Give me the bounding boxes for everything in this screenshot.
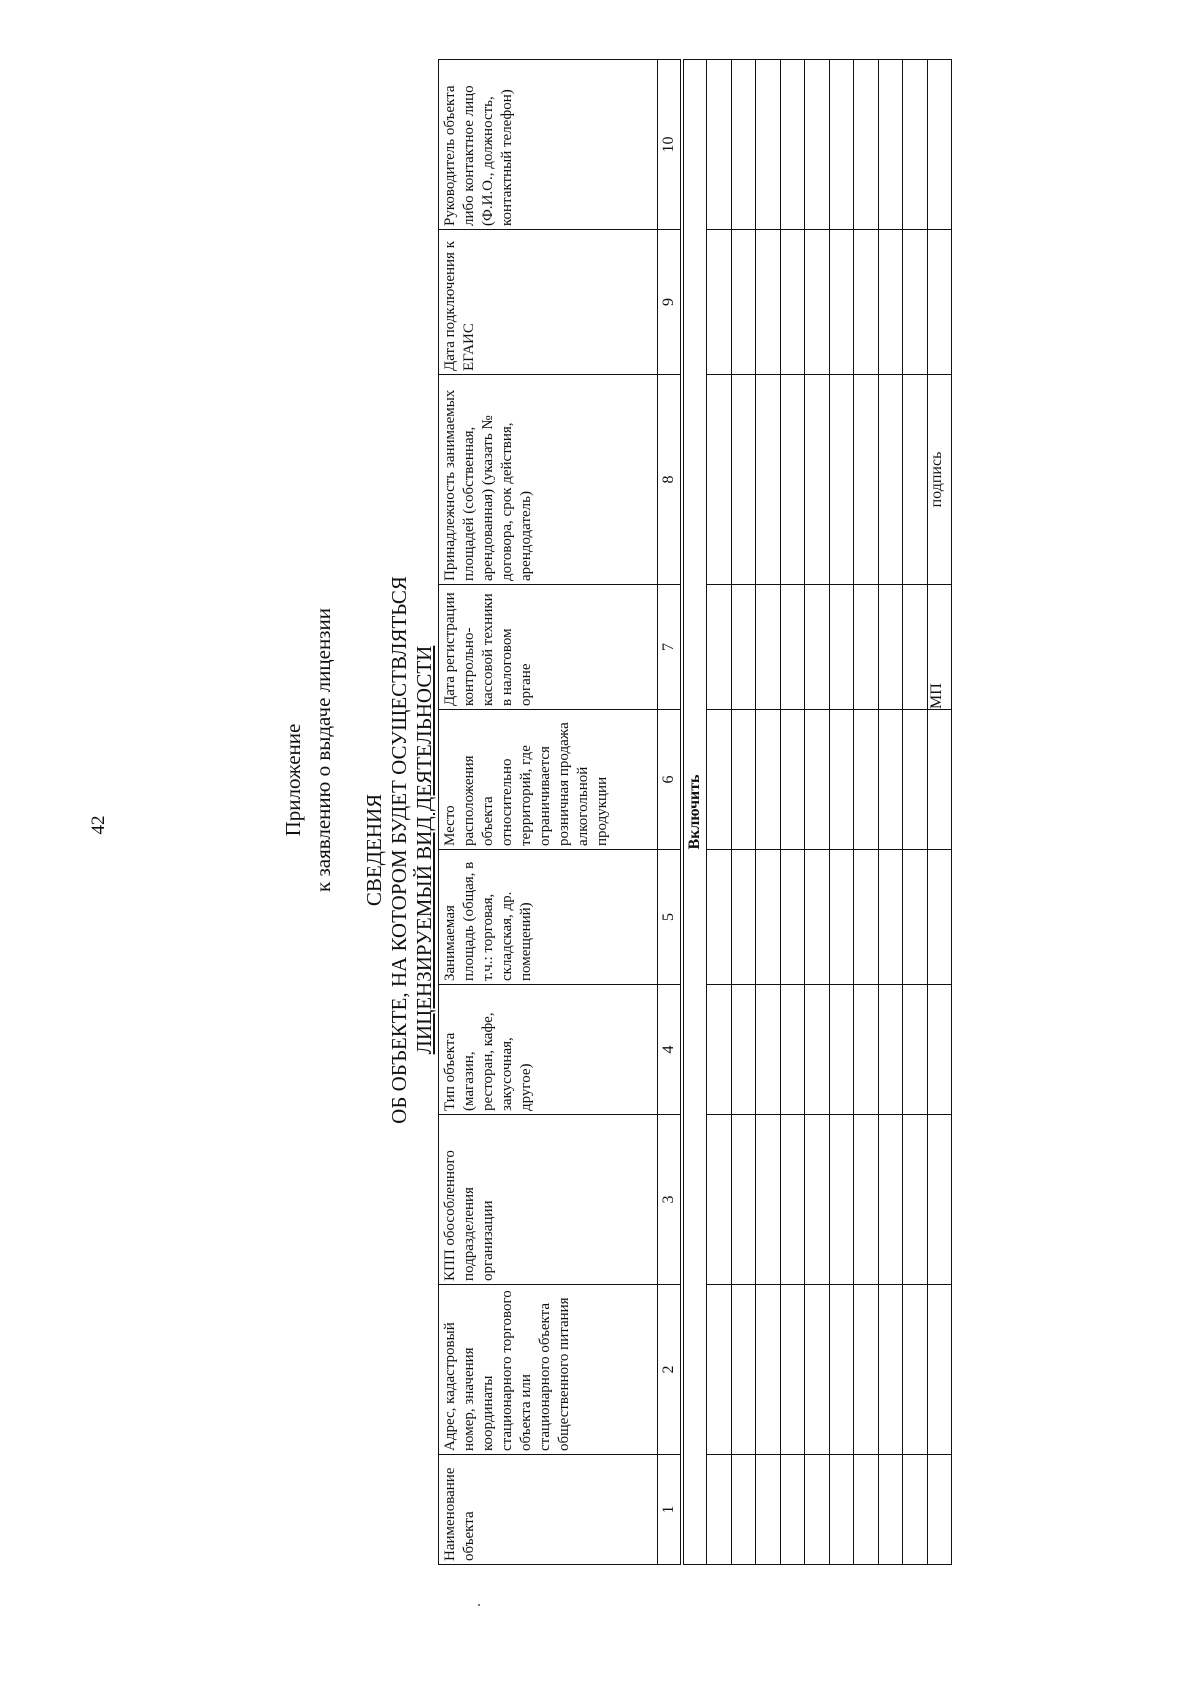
table-cell[interactable] — [829, 230, 854, 375]
table-cell[interactable] — [829, 850, 854, 985]
table-row — [927, 60, 952, 1565]
table-cell[interactable] — [903, 1455, 928, 1565]
header-cell — [439, 710, 658, 850]
table-cell[interactable] — [731, 1115, 756, 1285]
table-cell[interactable] — [805, 375, 830, 585]
header-cell — [439, 1455, 658, 1565]
table-cell[interactable] — [756, 375, 781, 585]
table-cell[interactable] — [780, 1455, 805, 1565]
table-cell[interactable] — [878, 375, 903, 585]
table-cell[interactable] — [707, 1455, 732, 1565]
table-cell[interactable] — [780, 585, 805, 710]
table-cell[interactable] — [927, 710, 952, 850]
table-cell[interactable] — [829, 710, 854, 850]
table-cell[interactable] — [927, 850, 952, 985]
stamp-label: МП — [927, 585, 952, 710]
table-row — [780, 60, 805, 1565]
table-cell[interactable] — [903, 60, 928, 230]
table-row — [854, 60, 879, 1565]
document-title — [362, 60, 437, 1640]
header-cell — [439, 1285, 658, 1455]
table-row — [903, 60, 928, 1565]
rotated-page-content — [278, 60, 1200, 1640]
column-header-1: Наименование объекта — [442, 1467, 477, 1561]
column-header-2: Адрес, кадастровый номер, значения координаты стационарного торгового объекта или стационарного объекта общественного питания — [442, 1290, 572, 1451]
table-cell[interactable] — [829, 375, 854, 585]
table-cell[interactable] — [707, 230, 732, 375]
table-row — [878, 60, 903, 1565]
table-cell[interactable] — [878, 1455, 903, 1565]
table-cell[interactable] — [731, 375, 756, 585]
column-header-8: Принадлежность занимаемых площадей (собственная, арендованная) (указать № договора, срок действия, арендодатель) — [442, 389, 534, 581]
table-row — [707, 60, 732, 1565]
table-cell[interactable] — [927, 230, 952, 375]
column-number-4: 4 — [658, 985, 681, 1115]
table-cell[interactable] — [854, 850, 879, 985]
column-header-10: Руководитель объекта либо контактное лицо (Ф.И.О., должность, контактный телефон) — [442, 85, 515, 226]
table-cell[interactable] — [780, 710, 805, 850]
table-cell[interactable] — [780, 230, 805, 375]
table-cell[interactable] — [731, 585, 756, 710]
table-cell[interactable] — [805, 230, 830, 375]
table-cell[interactable] — [829, 985, 854, 1115]
table-cell[interactable] — [854, 60, 879, 230]
table-cell[interactable] — [927, 1455, 952, 1565]
table-cell[interactable] — [756, 230, 781, 375]
table-cell[interactable] — [927, 1115, 952, 1285]
table-cell[interactable] — [878, 1285, 903, 1455]
header-cell — [439, 230, 658, 375]
table-cell[interactable] — [756, 1455, 781, 1565]
table-cell[interactable] — [878, 850, 903, 985]
table-cell[interactable] — [707, 710, 732, 850]
table-cell[interactable] — [707, 60, 732, 230]
table-cell[interactable] — [829, 60, 854, 230]
column-number-1: 1 — [658, 1455, 681, 1565]
table-cell[interactable] — [903, 1115, 928, 1285]
table-cell[interactable] — [927, 1285, 952, 1455]
table-cell[interactable] — [756, 60, 781, 230]
table-cell[interactable] — [903, 585, 928, 710]
column-header-5: Занимаемая площадь (общая, в т.ч.: торговая, складская, др. помещений) — [442, 861, 534, 981]
table-cell[interactable] — [805, 1455, 830, 1565]
table-cell[interactable] — [829, 1455, 854, 1565]
column-number-2: 2 — [658, 1285, 681, 1455]
header-cell — [439, 60, 658, 230]
table-cell[interactable] — [854, 1455, 879, 1565]
table-cell[interactable] — [756, 585, 781, 710]
include-label: Включить — [684, 60, 707, 1565]
table-cell[interactable] — [756, 850, 781, 985]
table-cell[interactable] — [731, 985, 756, 1115]
table-cell[interactable] — [805, 710, 830, 850]
column-number-6: 6 — [658, 710, 681, 850]
table-cell[interactable] — [780, 850, 805, 985]
table-cell[interactable] — [731, 60, 756, 230]
table-row — [805, 60, 830, 1565]
table-cell[interactable] — [878, 60, 903, 230]
table-cell[interactable] — [903, 850, 928, 985]
table-cell[interactable] — [854, 1115, 879, 1285]
table-cell[interactable] — [878, 1115, 903, 1285]
title-line-1: СВЕДЕНИЯ — [362, 793, 386, 907]
table-cell[interactable] — [707, 1115, 732, 1285]
table-cell[interactable] — [780, 60, 805, 230]
header-cell — [439, 585, 658, 710]
header-row — [439, 60, 658, 1565]
table-cell[interactable] — [756, 985, 781, 1115]
table-cell[interactable] — [903, 375, 928, 585]
table-cell[interactable] — [878, 230, 903, 375]
include-row — [684, 60, 707, 1565]
page-number: 42 — [88, 815, 109, 835]
column-number-3: 3 — [658, 1115, 681, 1285]
header-cell — [439, 1115, 658, 1285]
table-cell[interactable] — [903, 985, 928, 1115]
table-row — [731, 60, 756, 1565]
table-row — [756, 60, 781, 1565]
table-cell[interactable] — [854, 230, 879, 375]
appendix-subtitle: к заявлению о выдаче лицензии — [311, 608, 335, 892]
header-cell — [439, 375, 658, 585]
table-cell[interactable] — [805, 985, 830, 1115]
table-cell[interactable] — [731, 230, 756, 375]
table-row — [829, 60, 854, 1565]
table-cell[interactable] — [780, 985, 805, 1115]
table-cell[interactable] — [927, 985, 952, 1115]
table-cell[interactable] — [805, 585, 830, 710]
table-cell[interactable] — [854, 710, 879, 850]
table-cell[interactable] — [756, 710, 781, 850]
appendix-note — [278, 60, 338, 1640]
table-cell[interactable] — [854, 985, 879, 1115]
table-cell[interactable] — [731, 850, 756, 985]
appendix-title: Приложение — [281, 723, 305, 837]
table-cell[interactable] — [927, 60, 952, 230]
column-header-3: КПП обособленного подразделения организации — [442, 1150, 496, 1281]
column-header-4: Тип объекта (магазин, ресторан, кафе, закусочная, другое) — [442, 1012, 534, 1111]
table-cell[interactable] — [878, 585, 903, 710]
object-info-form — [438, 60, 1108, 1565]
table-cell[interactable] — [878, 985, 903, 1115]
table-cell[interactable] — [731, 1455, 756, 1565]
table-cell[interactable] — [731, 710, 756, 850]
column-number-9: 9 — [658, 230, 681, 375]
table-cell[interactable] — [805, 60, 830, 230]
title-line-2: ОБ ОБЪЕКТЕ, НА КОТОРОМ БУДЕТ ОСУЩЕСТВЛЯТЬСЯ — [387, 576, 411, 1124]
table-cell[interactable] — [878, 710, 903, 850]
table-cell[interactable] — [805, 1115, 830, 1285]
table-cell[interactable] — [854, 375, 879, 585]
column-number-row — [658, 60, 681, 1565]
table-cell[interactable] — [707, 985, 732, 1115]
table-cell[interactable] — [780, 1115, 805, 1285]
table-cell[interactable] — [829, 585, 854, 710]
table-cell[interactable] — [805, 850, 830, 985]
table-cell[interactable] — [903, 710, 928, 850]
table-cell[interactable] — [903, 1285, 928, 1455]
table-cell[interactable] — [731, 1285, 756, 1455]
table-cell[interactable] — [829, 1115, 854, 1285]
table-cell[interactable] — [829, 1285, 854, 1455]
column-number-7: 7 — [658, 585, 681, 710]
header-cell — [439, 985, 658, 1115]
column-number-10: 10 — [658, 60, 681, 230]
table-cell[interactable] — [707, 1285, 732, 1455]
table-cell[interactable] — [854, 585, 879, 710]
table-cell[interactable] — [780, 1285, 805, 1455]
title-line-3: ЛИЦЕНЗИРУЕМЫЙ ВИД ДЕЯТЕЛЬНОСТИ — [412, 645, 436, 1055]
table-cell[interactable] — [805, 1285, 830, 1455]
column-header-7: Дата регистрации контрольно-кассовой техники в налоговом органе — [442, 592, 534, 706]
signature-label: подпись — [927, 375, 952, 585]
column-header-6: Место расположения объекта относительно территорий, где ограничивается розничная продажа алкогольной продукции — [442, 722, 610, 846]
table-cell[interactable] — [903, 230, 928, 375]
table-cell[interactable] — [707, 850, 732, 985]
column-header-9: Дата подключения к ЕГАИС — [442, 241, 477, 371]
table-cell[interactable] — [756, 1285, 781, 1455]
table-cell[interactable] — [707, 375, 732, 585]
table-cell[interactable] — [756, 1115, 781, 1285]
table-cell[interactable] — [854, 1285, 879, 1455]
object-info-table — [438, 59, 952, 1565]
column-number-8: 8 — [658, 375, 681, 585]
column-number-5: 5 — [658, 850, 681, 985]
header-cell — [439, 850, 658, 985]
table-cell[interactable] — [780, 375, 805, 585]
table-cell[interactable] — [707, 585, 732, 710]
